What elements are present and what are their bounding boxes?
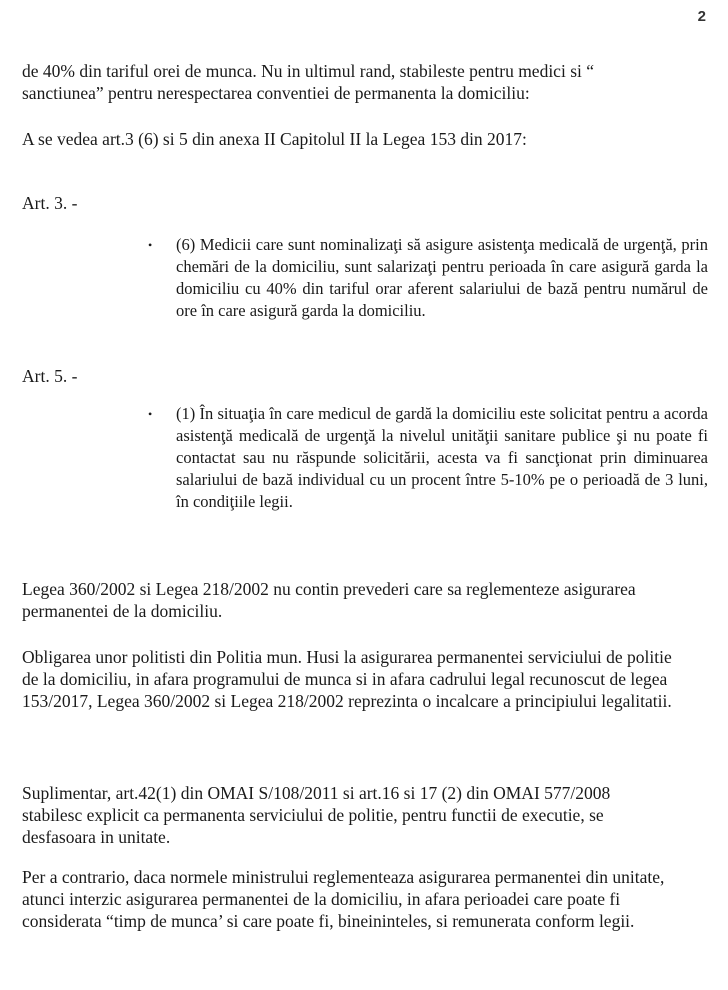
paragraph-reference: A se vedea art.3 (6) si 5 din anexa II Capitolul II la Legea 153 din 2017: [22, 129, 527, 149]
bullet-icon: • [148, 238, 153, 252]
paragraph-supplementary: Suplimentar, art.42(1) din OMAI S/108/2011 si art.16 si 17 (2) din OMAI 577/2008 stabilesc explicit ca permanenta serviciului de politie, pentru functii de executie, se desfasoara in unitate. [22, 783, 611, 847]
bullet-icon: • [148, 407, 153, 421]
paragraph-laws: Legea 360/2002 si Legea 218/2002 nu contin prevederi care sa reglementeze asigurarea permanentei de la domiciliu. [22, 579, 636, 621]
article-3-heading: Art. 3. - [22, 193, 78, 213]
article-5-heading: Art. 5. - [22, 366, 78, 386]
article-5-text: (1) În situaţia în care medicul de gardă la domiciliu este solicitat pentru a acorda asistenţă medicală de urgenţă la nivelul unităţii sanitare publice şi nu poate fi contactat sau nu răspunde solicitării, acesta va fi sancţionat prin diminuarea salariului de bază individual cu un procent între 5-10% pe o perioadă de 3 luni, în condiţiile legii. [176, 404, 708, 511]
paragraph-obligation: Obligarea unor politisti din Politia mun. Husi la asigurarea permanentei serviciului de politie de la domiciliu, in afara programului de munca si in afara cadrului legal recunoscut de legea 153/2017, Legea 360/2002 si Legea 218/2002 reprezinta o incalcare a principiului legalitatii. [22, 647, 672, 711]
paragraph-intro: de 40% din tariful orei de munca. Nu in ultimul rand, stabileste pentru medici si “ sanctiunea” pentru nerespectarea conventiei de permanenta la domiciliu: [22, 61, 595, 103]
article-3-bullet [148, 234, 708, 322]
page-number: 2 [697, 8, 706, 25]
article-3-text: (6) Medicii care sunt nominalizaţi să asigure asistenţa medicală de urgenţă, prin chemări de la domiciliu, sunt salarizaţi pentru perioada în care asigură garda la domiciliu cu 40% din tariful orar aferent salariului de bază pentru numărul de ore în care asigură garda la domiciliu. [176, 235, 708, 320]
paragraph-contrario: Per a contrario, daca normele ministrului reglementeaza asigurarea permanentei din unitate, atunci interzic asigurarea permanentei de la domiciliu, in afara perioadei care poate fi considerata “timp de munca’ si care poate fi, bineininteles, si remunerata conform legii. [22, 867, 665, 931]
article-5-bullet [148, 403, 708, 513]
